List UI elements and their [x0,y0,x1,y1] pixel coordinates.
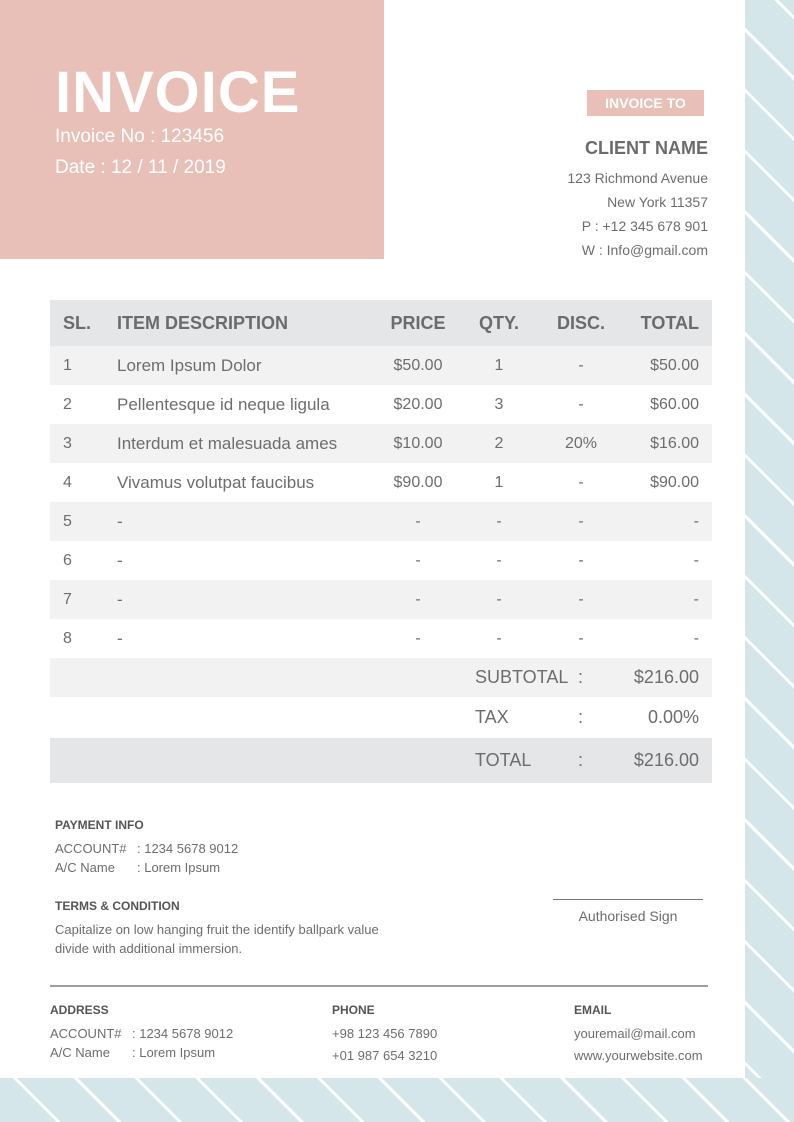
cell-total: $90.00 [650,474,699,491]
cell-total: - [693,552,699,569]
cell-disc: - [578,552,584,569]
client-address-line2: New York 11357 [607,194,708,210]
payment-info-title: PAYMENT INFO [55,818,144,832]
striped-border-right [745,0,794,1122]
cell-total: $16.00 [650,435,699,452]
payment-account-label: ACCOUNT# [55,841,127,856]
cell-description: Vivamus volutpat faucibus [117,473,315,492]
cell-sl: 3 [63,435,72,452]
cell-total: $60.00 [650,396,699,413]
table-row [50,502,712,541]
cell-description: - [117,590,123,609]
table-row [50,346,712,385]
subtotal-colon: : [578,667,584,687]
cell-price: $20.00 [393,396,443,413]
total-colon: : [578,750,584,770]
cell-qty: - [496,552,502,569]
cell-sl: 6 [63,552,72,569]
cell-price: $10.00 [393,435,443,452]
total-value: $216.00 [633,750,699,770]
tax-row [50,697,712,738]
table-header-row [50,300,712,346]
items-table [50,300,712,658]
terms-line1: Capitalize on low hanging fruit the identify ballpark value [55,922,379,937]
footer-divider [50,985,708,987]
cell-sl: 4 [63,474,72,491]
cell-sl: 7 [63,591,72,608]
invoice-to-badge: INVOICE TO [587,90,704,116]
invoice-number: Invoice No : 123456 [55,126,225,147]
col-header-disc: DISC. [556,313,605,333]
cell-qty: 1 [494,357,504,374]
cell-disc: - [578,357,584,374]
cell-qty: 1 [494,474,504,491]
footer-account-label: ACCOUNT# [50,1026,122,1041]
total-label: TOTAL [475,750,532,770]
footer-phone2: +01 987 654 3210 [332,1048,438,1063]
cell-price: - [415,630,421,647]
cell-price: - [415,591,421,608]
table-row [50,424,712,463]
footer-account-value: : 1234 5678 9012 [132,1026,234,1041]
invoice-title: INVOICE [55,60,301,125]
cell-price: $50.00 [393,357,443,374]
subtotal-row [50,658,712,697]
payment-name-label: A/C Name [55,860,115,875]
cell-price: - [415,513,421,530]
cell-total: - [693,513,699,530]
cell-description: - [117,551,123,570]
cell-sl: 5 [63,513,72,530]
client-name: CLIENT NAME [585,138,708,158]
cell-disc: - [578,396,584,413]
subtotal-label: SUBTOTAL [475,667,569,687]
payment-account-value: : 1234 5678 9012 [137,841,239,856]
cell-disc: - [578,630,584,647]
cell-disc: - [578,474,584,491]
col-header-total: TOTAL [640,313,699,333]
cell-price: $90.00 [393,474,443,491]
footer-phone-title: PHONE [332,1003,375,1017]
cell-disc: - [578,591,584,608]
tax-label: TAX [475,707,509,727]
cell-sl: 2 [63,396,72,413]
cell-disc: 20% [564,435,598,452]
footer-email-title: EMAIL [574,1003,612,1017]
footer-website[interactable]: www.yourwebsite.com [574,1048,703,1063]
cell-description: Pellentesque id neque ligula [117,395,330,414]
tax-value: 0.00% [647,707,699,727]
col-header-sl: SL. [63,313,92,333]
cell-qty: - [496,591,502,608]
cell-qty: - [496,630,502,647]
table-row [50,541,712,580]
client-address-line1: 123 Richmond Avenue [567,170,708,186]
cell-description: Lorem Ipsum Dolor [117,356,262,375]
footer-email[interactable]: youremail@mail.com [574,1026,696,1041]
cell-price: - [415,552,421,569]
terms-title: TERMS & CONDITION [55,899,180,913]
cell-qty: - [496,513,502,530]
table-row [50,580,712,619]
client-phone: P : +12 345 678 901 [581,218,708,234]
cell-qty: 3 [494,396,504,413]
table-row [50,619,712,658]
col-header-qty: QTY. [478,313,519,333]
cell-description: - [117,512,123,531]
payment-name-value: : Lorem Ipsum [137,860,221,875]
total-row [50,738,712,783]
footer-address-title: ADDRESS [50,1003,109,1017]
invoice-header-block [0,0,384,259]
cell-description: - [117,629,123,648]
footer-name-value: : Lorem Ipsum [132,1045,216,1060]
cell-total: - [693,591,699,608]
tax-colon: : [578,707,584,727]
authorised-sign-label: Authorised Sign [578,908,678,924]
cell-sl: 1 [63,357,72,374]
striped-border-bottom [0,1078,794,1122]
subtotal-value: $216.00 [633,667,699,687]
footer-phone1: +98 123 456 7890 [332,1026,438,1041]
table-row [50,463,712,502]
cell-disc: - [578,513,584,530]
signature-line [553,899,703,900]
cell-description: Interdum et malesuada ames [117,434,338,453]
terms-line2: divide with additional immersion. [55,941,243,956]
table-row [50,385,712,424]
cell-total: - [693,630,699,647]
client-web: W : Info@gmail.com [581,242,708,258]
footer-name-label: A/C Name [50,1045,110,1060]
cell-qty: 2 [494,435,504,452]
col-header-price: PRICE [390,313,446,333]
cell-sl: 8 [63,630,72,647]
cell-total: $50.00 [650,357,699,374]
col-header-description: ITEM DESCRIPTION [117,313,289,333]
invoice-date: Date : 12 / 11 / 2019 [55,157,226,178]
